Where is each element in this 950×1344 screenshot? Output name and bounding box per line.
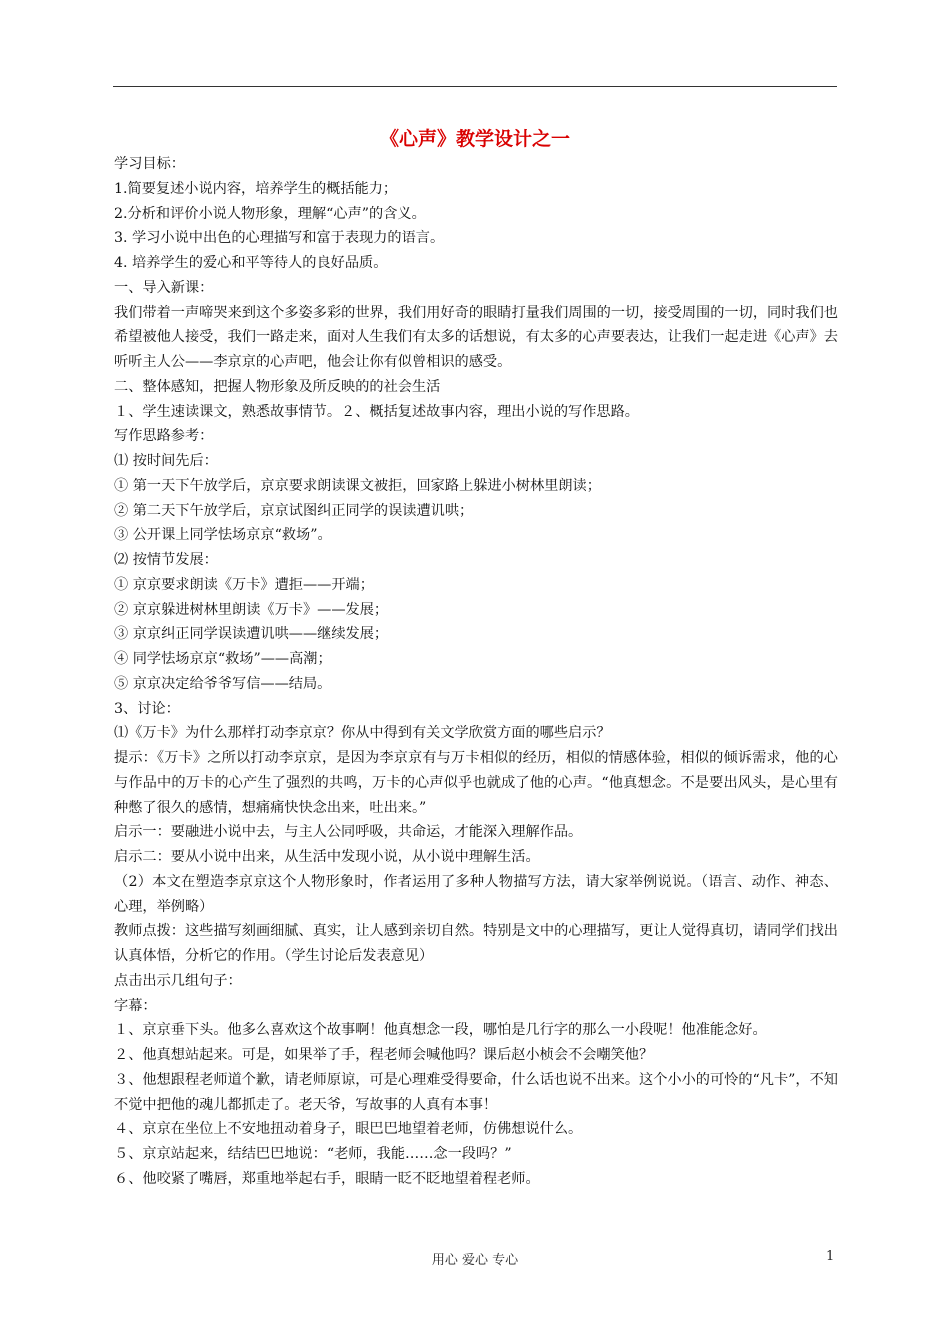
paragraph: 1.简要复述小说内容，培养学生的概括能力； [114, 180, 398, 197]
document-body [114, 152, 838, 1192]
paragraph: 我们带着一声啼哭来到这个多姿多彩的世界，我们用好奇的眼睛打量我们周围的一切，接受周围的一切，同时我们也希望被他人接受，我们一路走来，面对人生我们有太多的话想说，有太多的心声要表达，让我们一起走进《心声》去听听主人公——李京京的心声吧，他会让你有似曾相识的感受。 [114, 304, 838, 370]
paragraph: ① 第一天下午放学后，京京要求朗读课文被拒，回家路上躲进小树林里朗读； [114, 477, 601, 494]
paragraph: 启示二：要从小说中出来，从生活中发现小说，从小说中理解生活。 [114, 849, 540, 865]
page-number: 1 [826, 1249, 835, 1264]
paragraph: 提示：《万卡》之所以打动李京京，是因为李京京有与万卡相似的经历，相似的情感体验，相似的倾诉需求，他的心与作品中的万卡的心产生了强烈的共鸣，万卡的心声似乎也就成了他的心声。“他真想念。不是要出风头，是心里有种憋了很久的感情，想痛痛快快念出来，吐出来。” [114, 750, 838, 816]
paragraph: ③ 京京纠正同学误读遭讥哄——继续发展； [114, 626, 389, 643]
paragraph: ⑴ 按时间先后： [114, 453, 218, 469]
paragraph: 二、整体感知，把握人物形象及所反映的的社会生活 [114, 378, 441, 395]
paragraph: ⑤ 京京决定给爷爷写信——结局。 [114, 675, 332, 692]
document-title: 《心声》教学设计之一 [379, 128, 570, 150]
paragraph: 2.分析和评价小说人物形象，理解“心声”的含义。 [114, 205, 426, 222]
paragraph: 字幕： [114, 997, 157, 1014]
paragraph: 学习目标： [114, 156, 185, 172]
paragraph: ② 第二天下午放学后，京京试图纠正同学的误读遭讥哄； [114, 502, 474, 519]
paragraph: ③ 公开课上同学怯场京京“救场”。 [114, 527, 332, 544]
paragraph: ４、京京在坐位上不安地扭动着身子，眼巴巴地望着老师，仿佛想说什么。 [114, 1121, 583, 1138]
paragraph: ２、他真想站起来。可是，如果举了手，程老师会喊他吗？课后赵小桢会不会嘲笑他？ [114, 1047, 654, 1063]
paragraph: ④ 同学怯场京京“救场”——高潮； [114, 651, 332, 667]
footer-text: 用心 爱心 专心 [431, 1253, 519, 1268]
paragraph: ⑴《万卡》为什么那样打动李京京？你从中得到有关文学欣赏方面的哪些启示？ [114, 725, 611, 742]
paragraph: 写作思路参考： [114, 428, 214, 445]
paragraph: ６、他咬紧了嘴唇，郑重地举起右手，眼睛一眨不眨地望着程老师。 [114, 1170, 540, 1187]
paragraph: １、学生速读课文，熟悉故事情节。２、概括复述故事内容，理出小说的写作思路。 [114, 403, 639, 420]
paragraph: 3. 学习小说中出色的心理描写和富于表现力的语言。 [114, 230, 445, 247]
paragraph: 一、导入新课： [114, 279, 214, 296]
paragraph: １、京京垂下头。他多么喜欢这个故事啊！他真想念一段，哪怕是几行字的那么一小段呢！他准能念好。 [114, 1022, 767, 1039]
paragraph: ５、京京站起来，结结巴巴地说：“老师，我能……念一段吗？” [114, 1146, 512, 1162]
paragraph: ② 京京躲进树林里朗读《万卡》——发展； [114, 601, 389, 618]
paragraph: 启示一：要融进小说中去，与主人公同呼吸，共命运，才能深入理解作品。 [114, 824, 583, 841]
paragraph: 教师点拨：这些描写刻画细腻、真实，让人感到亲切自然。特别是文中的心理描写，更让人觉得真切，请同学们找出认真体悟，分析它的作用。（学生讨论后发表意见） [114, 923, 838, 964]
paragraph: 4. 培养学生的爱心和平等待人的良好品质。 [114, 255, 388, 271]
paragraph: ① 京京要求朗读《万卡》遭拒——开端； [114, 576, 374, 593]
paragraph: （2）本文在塑造李京京这个人物形象时，作者运用了多种人物描写方法，请大家举例说说。（语言、动作、神态、心理，举例略） [114, 873, 838, 915]
paragraph: 3、讨论： [114, 700, 180, 717]
paragraph: ３、他想跟程老师道个歉，请老师原谅，可是心理难受得要命，什么话也说不出来。这个小小的可怜的“凡卡”，不知不觉中把他的魂儿都抓走了。老天爷，写故事的人真有本事！ [114, 1071, 838, 1113]
paragraph: ⑵ 按情节发展： [114, 552, 218, 568]
paragraph: 点击出示几组句子： [114, 972, 242, 989]
header-rule [113, 86, 837, 87]
